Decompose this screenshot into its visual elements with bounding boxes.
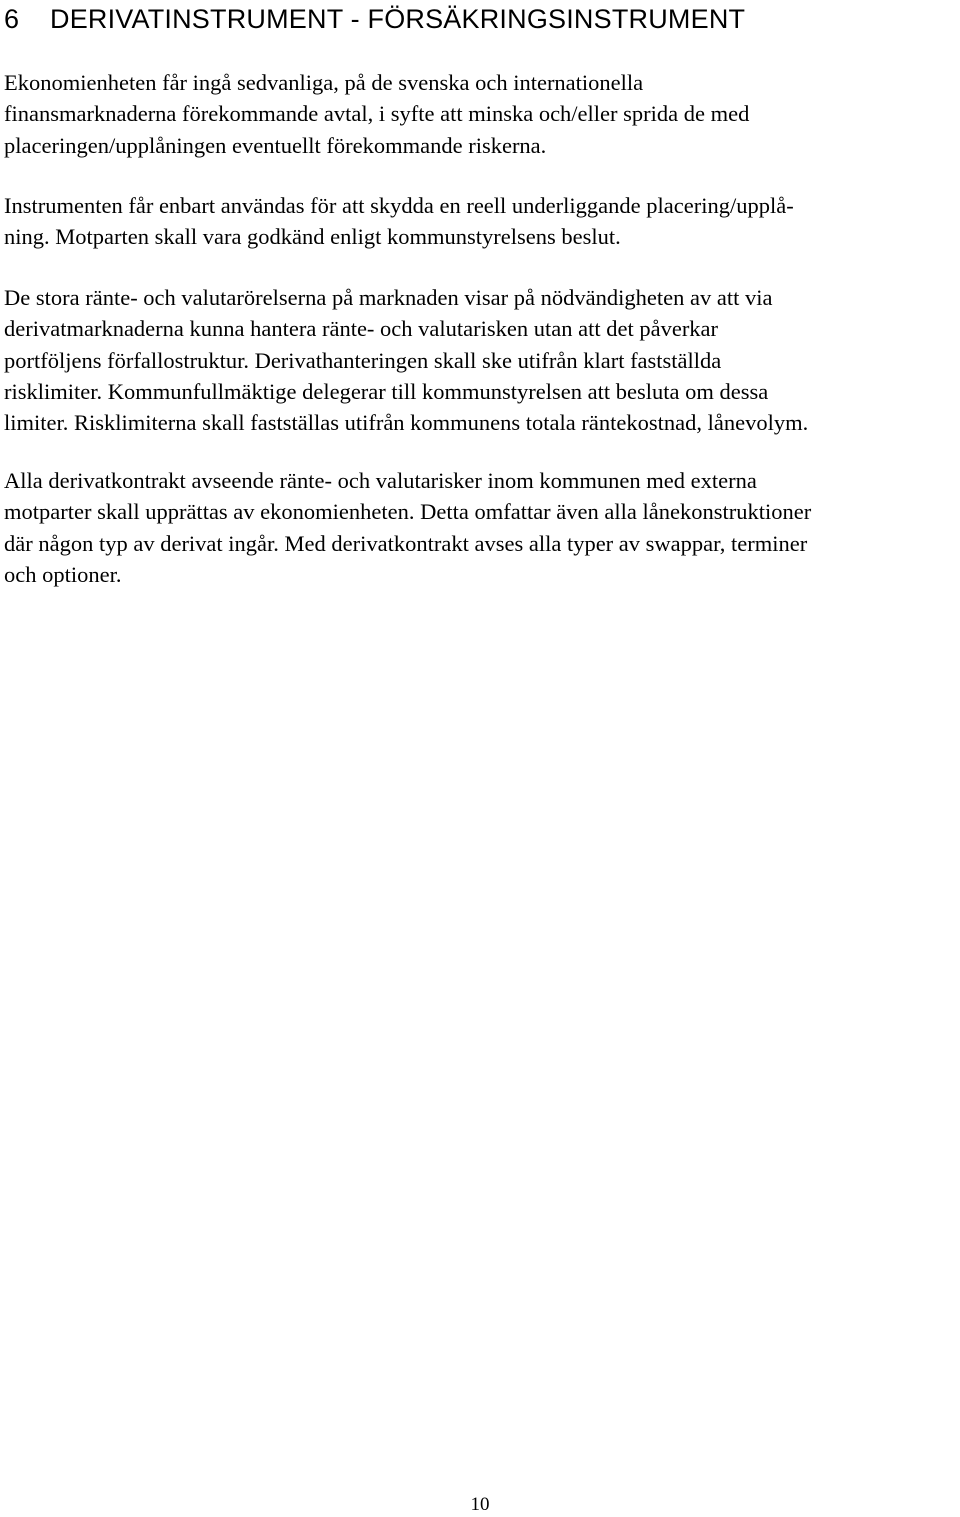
paragraph-line: limiter. Risklimiterna skall fastställas utifrån kommunens totala räntekostnad, lånevolym.	[4, 410, 809, 436]
paragraph-line: där någon typ av derivat ingår. Med derivatkontrakt avses alla typer av swappar, terminer	[4, 530, 808, 556]
paragraph-line: risklimiter. Kommunfullmäktige delegerar till kommunstyrelsen att besluta om dessa	[4, 378, 769, 404]
paragraph-line: ning. Motparten skall vara godkänd enligt kommunstyrelsens beslut.	[4, 224, 621, 250]
section-title: DERIVATINSTRUMENT - FÖRSÄKRINGSINSTRUMENT	[50, 4, 746, 34]
paragraph-line: placeringen/upplåningen eventuellt förekommande riskerna.	[4, 132, 547, 158]
paragraph-line: derivatmarknaderna kunna hantera ränte- och valutarisken utan att det påverkar	[4, 316, 719, 342]
section-number: 6	[4, 4, 20, 34]
paragraph-line: Ekonomienheten får ingå sedvanliga, på de svenska och internationella	[4, 70, 644, 95]
paragraph-line: De stora ränte- och valutarörelserna på marknaden visar på nödvändigheten av att via	[4, 285, 773, 310]
paragraph-line: finansmarknaderna förekommande avtal, i syfte att minska och/eller sprida de med	[4, 101, 750, 127]
paragraph-instrument-usage	[4, 190, 960, 253]
paragraph-derivative-contracts	[4, 465, 960, 590]
paragraph-line: Instrumenten får enbart användas för att skydda en reell underliggande placering/upplå-	[4, 193, 794, 218]
section-heading	[4, 2, 745, 36]
paragraph-line: och optioner.	[4, 561, 122, 587]
paragraph-risk-limits	[4, 282, 960, 438]
paragraph-agreements	[4, 67, 960, 161]
paragraph-line: portföljens förfallostruktur. Derivathanteringen skall ske utifrån klart fastställda	[4, 347, 722, 373]
page-number: 10	[470, 1494, 490, 1515]
paragraph-line: Alla derivatkontrakt avseende ränte- och valutarisker inom kommunen med externa	[4, 468, 757, 493]
paragraph-line: motparter skall upprättas av ekonomienheten. Detta omfattar även alla lånekonstruktioner	[4, 499, 812, 525]
